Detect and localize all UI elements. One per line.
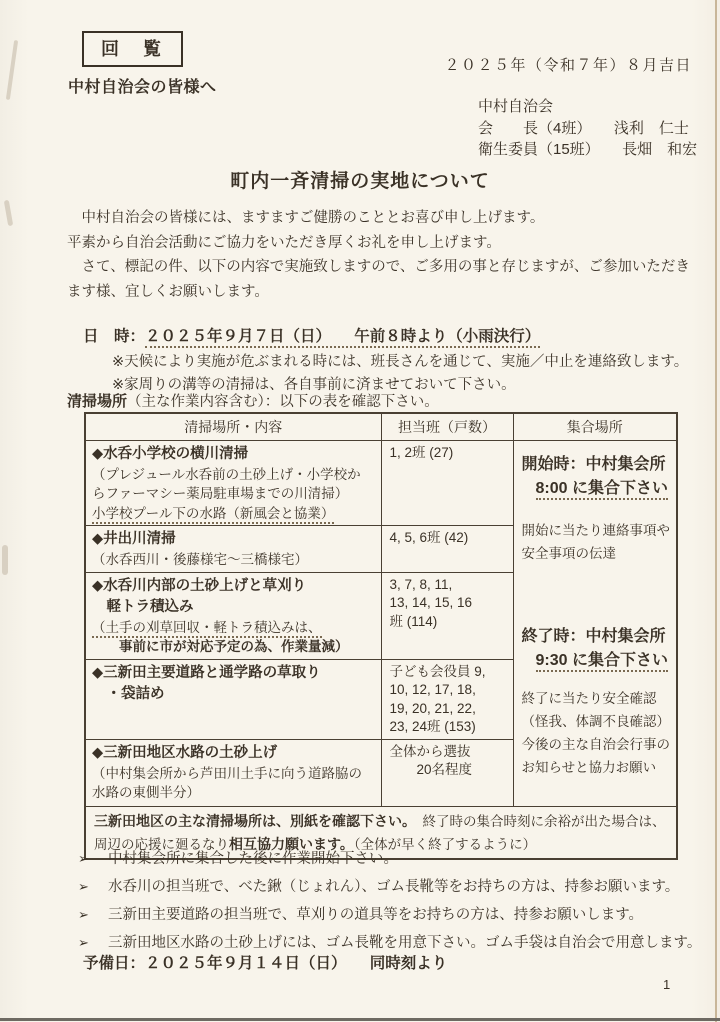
list-item-text: 三新田主要道路の担当班で、草刈りの道具等をお持ちの方は、持参お願いします。 bbox=[108, 907, 644, 923]
scan-edge-bottom bbox=[0, 1018, 720, 1021]
team-assignment: 13, 14, 15, 16 bbox=[389, 595, 473, 610]
instructions-list bbox=[78, 845, 701, 957]
task-title: ◆水呑小学校の横川清掃 bbox=[92, 445, 249, 462]
addressee: 中村自治会の皆様へ bbox=[68, 79, 217, 96]
cell-team bbox=[381, 440, 513, 526]
cell-team bbox=[381, 526, 513, 573]
issue-date: ２０２５年（令和７年）８月吉日 bbox=[444, 57, 692, 74]
cell-meeting-place bbox=[513, 440, 677, 806]
page-number: 1 bbox=[663, 977, 671, 992]
list-item-text: 水呑川の担当班で、べた鍬（じょれん）、ゴム長靴等をお持ちの方は、持参お願います。 bbox=[108, 879, 680, 895]
team-assignment: 子ども会役員 9, bbox=[389, 663, 486, 679]
meeting-end-note: 今後の主な自治会行事の bbox=[521, 736, 670, 752]
meeting-end-note: お知らせと協力お願い bbox=[521, 759, 657, 775]
task-title: ◆三新田主要道路と通学路の草取り bbox=[92, 664, 321, 681]
list-item-text: 三新田地区水路の土砂上げには、ゴム長靴を用意下さい。ゴム手袋は自治会で用意します。 bbox=[108, 935, 702, 951]
header-team: 担当班（戸数） bbox=[381, 413, 513, 440]
task-title: ・袋詰め bbox=[92, 685, 165, 702]
intro-line: 平素から自治会活動にご協力をいただき厚くお礼を申し上げます。 bbox=[67, 234, 501, 251]
list-item-text: 中村集会所に集合した後に作業開始下さい。 bbox=[108, 851, 398, 867]
footer-note-text: 周辺の応援に廻るなり bbox=[94, 836, 229, 852]
task-desc: らファーマシー薬局駐車場までの川清掃） bbox=[92, 486, 349, 501]
header-place: 清掃場所・内容 bbox=[85, 413, 381, 440]
schedule-label: 日 時： bbox=[83, 328, 146, 345]
footer-note-bold: 相互協力願います。 bbox=[229, 835, 354, 852]
meeting-start-title: 開始時：中村集会所 bbox=[521, 455, 666, 473]
intro-line: さて、標記の件、以下の内容で実施致しますので、ご多用の事と存じますが、ご参加いただき bbox=[67, 259, 690, 275]
officer-chairman: 会 長（4班） 浅利 仁士 bbox=[478, 119, 689, 137]
scan-smudge bbox=[4, 200, 13, 226]
team-assignment: 20名程度 bbox=[389, 762, 473, 777]
task-title: ◆三新田地区水路の土砂上げ bbox=[92, 744, 278, 761]
cell-place bbox=[85, 572, 381, 659]
scan-smudge bbox=[6, 40, 18, 100]
reserve-date-line bbox=[83, 951, 447, 973]
schedule-note: ※家周りの溝等の清掃は、各自事前に済ませておいて下さい。 bbox=[112, 376, 516, 393]
meeting-start-note: 開始に当たり連絡事項や bbox=[521, 522, 670, 538]
team-assignment: 全体から選抜 bbox=[389, 743, 471, 759]
cell-place bbox=[85, 659, 381, 739]
schedule-note: ※天候により実施が危ぶまれる時には、班長さんを通じて、実施／中止を連絡致します。 bbox=[112, 354, 689, 370]
cell-team bbox=[381, 572, 513, 659]
header-meeting: 集合場所 bbox=[513, 413, 677, 440]
scan-edge-right bbox=[715, 0, 717, 1022]
meeting-end-time: 9:30 に集合下さい bbox=[536, 652, 668, 672]
footer-note-text: 終了時の集合時刻に余裕が出た場合は、 bbox=[409, 813, 666, 829]
footer-note-bold: 三新田地区の主な清掃場所は、別紙を確認下さい。 bbox=[94, 812, 409, 829]
schedule-value: ２０２５年９月７日（日） 午前８時より（小雨決行） bbox=[145, 328, 540, 348]
reserve-date-label: 予備日： bbox=[83, 955, 146, 972]
meeting-start-note: 安全事項の伝達 bbox=[521, 545, 616, 561]
task-title: 軽トラ積込み bbox=[92, 598, 194, 615]
circulation-stamp bbox=[82, 31, 183, 67]
team-assignment: 10, 12, 17, 18, bbox=[389, 682, 476, 697]
cleanup-table bbox=[84, 412, 678, 860]
list-item bbox=[78, 845, 701, 873]
document-title: 町内一斉清掃の実地について bbox=[230, 171, 490, 192]
schedule-line bbox=[83, 324, 540, 346]
cell-team bbox=[381, 659, 513, 739]
scan-smudge bbox=[2, 545, 8, 575]
officer-hygiene: 衛生委員（15班） 長畑 和宏 bbox=[478, 141, 698, 158]
team-assignment: 1, 2班 (27) bbox=[389, 444, 454, 460]
meeting-end-note: 終了に当たり安全確認 bbox=[521, 690, 657, 706]
task-desc: （プレジュール水呑前の土砂上げ・小学校か bbox=[92, 466, 361, 482]
footer-note-text: （全体が早く終了するように） bbox=[353, 836, 537, 852]
task-desc: （中村集会所から芦田川土手に向う道路脇の bbox=[92, 765, 362, 781]
task-desc-underlined: （土手の刈草回収・軽トラ積込みは、 bbox=[92, 620, 322, 638]
circulation-stamp-label: 回 覧 bbox=[101, 39, 164, 59]
task-desc-underlined: 小学校プール下の水路（新風会と協業） bbox=[92, 506, 334, 524]
cleanup-place-label: 清掃場所 bbox=[67, 393, 128, 410]
task-desc: 水路の東側半分） bbox=[92, 785, 200, 800]
table-row bbox=[85, 440, 677, 526]
task-desc-bold: 事前に市が対応予定の為、作業量減） bbox=[92, 639, 349, 654]
cleanup-place-line bbox=[67, 390, 439, 411]
meeting-end-note: （怪我、体調不良確認） bbox=[521, 713, 670, 729]
intro-paragraph bbox=[67, 206, 697, 304]
list-item bbox=[78, 901, 701, 929]
intro-line: 中村自治会の皆様には、ますますご健勝のこととお喜び申し上げます。 bbox=[67, 210, 545, 226]
team-assignment: 23, 24班 (153) bbox=[389, 719, 476, 734]
cell-place bbox=[85, 526, 381, 573]
task-desc: （水呑西川・後藤様宅〜三橋様宅） bbox=[92, 552, 308, 567]
cell-place bbox=[85, 440, 381, 526]
intro-line: ます様、宜しくお願いします。 bbox=[67, 283, 269, 300]
cell-team bbox=[381, 739, 513, 806]
team-assignment: 班 (114) bbox=[389, 613, 438, 629]
table-header-row bbox=[85, 413, 677, 440]
meeting-end-title: 終了時：中村集会所 bbox=[521, 627, 666, 645]
team-assignment: 19, 20, 21, 22, bbox=[389, 700, 476, 716]
meeting-start-time: 8:00 に集合下さい bbox=[536, 480, 668, 500]
arrow-bullet-icon: ➢ bbox=[78, 851, 89, 866]
cleanup-place-rest: （主な作業内容含む）：以下の表を確認下さい。 bbox=[127, 394, 439, 410]
task-title: ◆井出川清掃 bbox=[92, 531, 176, 547]
list-item bbox=[78, 873, 701, 901]
reserve-date-value: ２０２５年９月１４日（日） 同時刻より bbox=[145, 955, 448, 972]
arrow-bullet-icon: ➢ bbox=[78, 879, 89, 894]
team-assignment: 3, 7, 8, 11, bbox=[389, 576, 453, 592]
org-name: 中村自治会 bbox=[478, 98, 554, 115]
team-assignment: 4, 5, 6班 (42) bbox=[389, 530, 469, 545]
cell-place bbox=[85, 739, 381, 806]
signature-block bbox=[478, 96, 697, 161]
arrow-bullet-icon: ➢ bbox=[78, 935, 89, 950]
task-title: ◆水呑川内部の土砂上げと草刈り bbox=[92, 577, 307, 594]
arrow-bullet-icon: ➢ bbox=[78, 907, 89, 922]
